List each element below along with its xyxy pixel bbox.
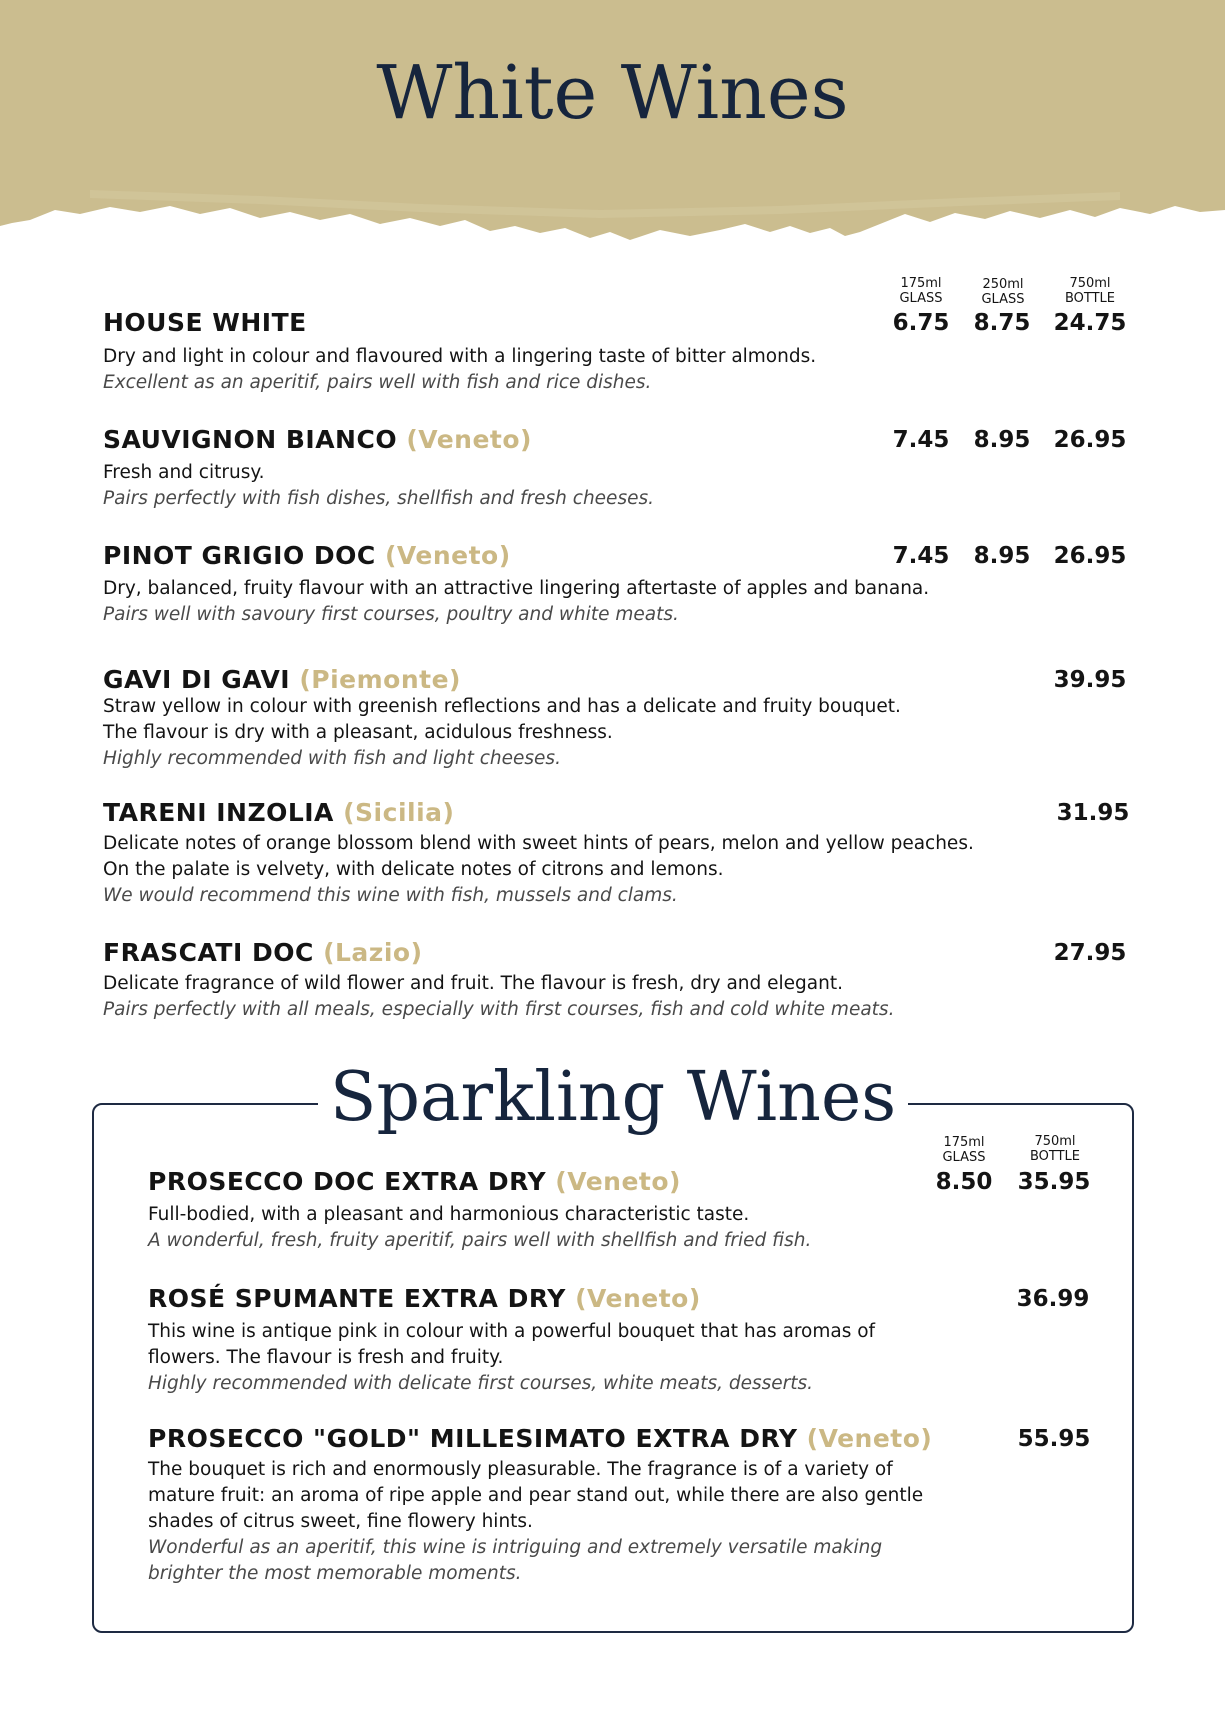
wine-name bbox=[103, 425, 654, 454]
wine-name-text: ROSÉ SPUMANTE EXTRA DRY bbox=[148, 1284, 566, 1313]
wine-description: Delicate fragrance of wild flower and fruit. The flavour is fresh, dry and elegant. bbox=[103, 973, 843, 994]
wine-name bbox=[103, 308, 816, 337]
wine-name bbox=[148, 1167, 811, 1196]
wine-name-text: PROSECCO "GOLD" MILLESIMATO EXTRA DRY bbox=[148, 1424, 798, 1453]
wine-item-prosecco-gold bbox=[148, 1424, 932, 1587]
wine-pairing: Highly recommended with fish and light cheeses. bbox=[103, 748, 561, 769]
wine-description: Full-bodied, with a pleasant and harmonious characteristic taste. bbox=[148, 1204, 750, 1225]
wine-region: (Veneto) bbox=[406, 425, 532, 454]
wine-description: Dry and light in colour and flavoured with a lingering taste of bitter almonds. bbox=[103, 346, 817, 367]
wine-item-tareni-inzolia bbox=[103, 798, 974, 909]
price-750ml: 55.95 bbox=[1017, 1426, 1091, 1452]
price-750ml: 36.99 bbox=[1016, 1286, 1090, 1312]
wine-description: Straw yellow in colour with greenish reflections and has a delicate and fruity bouquet. bbox=[103, 696, 901, 717]
wine-pairing: Pairs perfectly with fish dishes, shellfish and fresh cheeses. bbox=[103, 488, 654, 509]
column-size: 250ml bbox=[982, 277, 1024, 292]
wine-item-pinot-grigio bbox=[103, 541, 929, 628]
wine-pairing: Pairs perfectly with all meals, especially with first courses, fish and cold white meats. bbox=[103, 999, 895, 1020]
wine-description: flowers. The flavour is fresh and fruity. bbox=[148, 1347, 504, 1368]
wine-name-text: PROSECCO DOC EXTRA DRY bbox=[148, 1167, 547, 1196]
wine-description: On the palate is velvety, with delicate notes of citrons and lemons. bbox=[103, 859, 724, 880]
wine-description: The flavour is dry with a pleasant, acidulous freshness. bbox=[103, 722, 613, 743]
wine-item-house-white bbox=[103, 308, 816, 396]
price-175ml: 6.75 bbox=[892, 310, 950, 336]
wine-region: (Veneto) bbox=[555, 1167, 681, 1196]
price-750ml: 26.95 bbox=[1053, 427, 1127, 453]
wine-pairing: Pairs well with savoury first courses, poultry and white meats. bbox=[103, 604, 679, 625]
price-750ml: 35.95 bbox=[1017, 1169, 1091, 1195]
wine-description: Delicate notes of orange blossom blend with sweet hints of pears, melon and yellow peaches. bbox=[103, 833, 974, 854]
price-175ml: 7.45 bbox=[892, 543, 950, 569]
column-size: 175ml bbox=[943, 1135, 985, 1150]
column-size: 750ml bbox=[1069, 276, 1111, 291]
column-header-175ml-glass bbox=[881, 276, 961, 306]
wine-name bbox=[103, 938, 894, 967]
column-unit: GLASS bbox=[899, 291, 943, 306]
column-header-750ml-bottle bbox=[1050, 276, 1130, 306]
wine-description: Dry, balanced, fruity flavour with an attractive lingering aftertaste of apples and banana. bbox=[103, 578, 930, 599]
wine-name-text: FRASCATI DOC bbox=[103, 938, 314, 967]
column-header-750ml-bottle bbox=[1015, 1134, 1095, 1164]
column-unit: GLASS bbox=[942, 1150, 986, 1165]
wine-pairing: brighter the most memorable moments. bbox=[148, 1563, 522, 1584]
column-unit: GLASS bbox=[981, 292, 1025, 307]
wine-item-frascati bbox=[103, 938, 894, 1023]
wine-description: mature fruit: an aroma of ripe apple and pear stand out, while there are also gentle bbox=[148, 1485, 924, 1506]
wine-name bbox=[103, 541, 929, 570]
price-250ml: 8.95 bbox=[973, 543, 1031, 569]
wine-name bbox=[148, 1424, 932, 1453]
wine-name-text: HOUSE WHITE bbox=[103, 308, 307, 337]
price-250ml: 8.95 bbox=[973, 427, 1031, 453]
column-size: 175ml bbox=[900, 276, 942, 291]
title-banner bbox=[0, 0, 1225, 250]
wine-description: Fresh and citrusy. bbox=[103, 462, 265, 483]
wine-region: (Veneto) bbox=[575, 1284, 701, 1313]
price-250ml: 8.75 bbox=[973, 310, 1031, 336]
wine-item-rose-spumante bbox=[148, 1284, 875, 1397]
wine-name-text: SAUVIGNON BIANCO bbox=[103, 425, 398, 454]
wine-region: (Sicilia) bbox=[343, 798, 455, 827]
column-header-175ml-glass bbox=[924, 1135, 1004, 1165]
wine-pairing: A wonderful, fresh, fruity aperitif, pairs well with shellfish and fried fish. bbox=[148, 1230, 812, 1251]
wine-name-text: TARENI INZOLIA bbox=[103, 798, 334, 827]
price-175ml: 8.50 bbox=[935, 1169, 993, 1195]
wine-description: This wine is antique pink in colour with a powerful bouquet that has aromas of bbox=[148, 1321, 876, 1342]
column-unit: BOTTLE bbox=[1029, 1149, 1081, 1164]
wine-region: (Veneto) bbox=[384, 541, 511, 570]
sparkling-wines-title: Sparkling Wines bbox=[329, 1058, 897, 1137]
wine-item-prosecco-doc bbox=[148, 1167, 811, 1254]
price-750ml: 24.75 bbox=[1053, 310, 1127, 336]
wine-name-text: GAVI DI GAVI bbox=[103, 665, 291, 694]
wine-name bbox=[103, 665, 901, 694]
wine-pairing: Wonderful as an aperitif, this wine is intriguing and extremely versatile making bbox=[148, 1537, 883, 1558]
wine-region: (Piemonte) bbox=[299, 665, 461, 694]
column-size: 750ml bbox=[1034, 1134, 1076, 1149]
wine-pairing: Excellent as an aperitif, pairs well with fish and rice dishes. bbox=[103, 372, 652, 393]
wine-region: (Lazio) bbox=[323, 938, 423, 967]
wine-region: (Veneto) bbox=[806, 1424, 933, 1453]
wine-name bbox=[103, 798, 974, 827]
wine-item-sauvignon-bianco bbox=[103, 425, 654, 512]
white-wines-title: White Wines bbox=[376, 50, 849, 136]
wine-description: shades of citrus sweet, fine flowery hints. bbox=[148, 1511, 533, 1532]
wine-pairing: We would recommend this wine with fish, mussels and clams. bbox=[103, 885, 678, 906]
wine-description: The bouquet is rich and enormously pleasurable. The fragrance is of a variety of bbox=[148, 1459, 893, 1480]
wine-name bbox=[148, 1284, 875, 1313]
column-header-250ml-glass bbox=[963, 277, 1043, 307]
column-unit: BOTTLE bbox=[1064, 291, 1116, 306]
price-750ml: 26.95 bbox=[1053, 543, 1127, 569]
price-750ml: 39.95 bbox=[1053, 667, 1127, 693]
price-175ml: 7.45 bbox=[892, 427, 950, 453]
wine-name-text: PINOT GRIGIO DOC bbox=[103, 541, 376, 570]
price-750ml: 31.95 bbox=[1056, 800, 1130, 826]
wine-pairing: Highly recommended with delicate first courses, white meats, desserts. bbox=[148, 1373, 814, 1394]
wine-item-gavi-di-gavi bbox=[103, 665, 901, 772]
price-750ml: 27.95 bbox=[1053, 940, 1127, 966]
